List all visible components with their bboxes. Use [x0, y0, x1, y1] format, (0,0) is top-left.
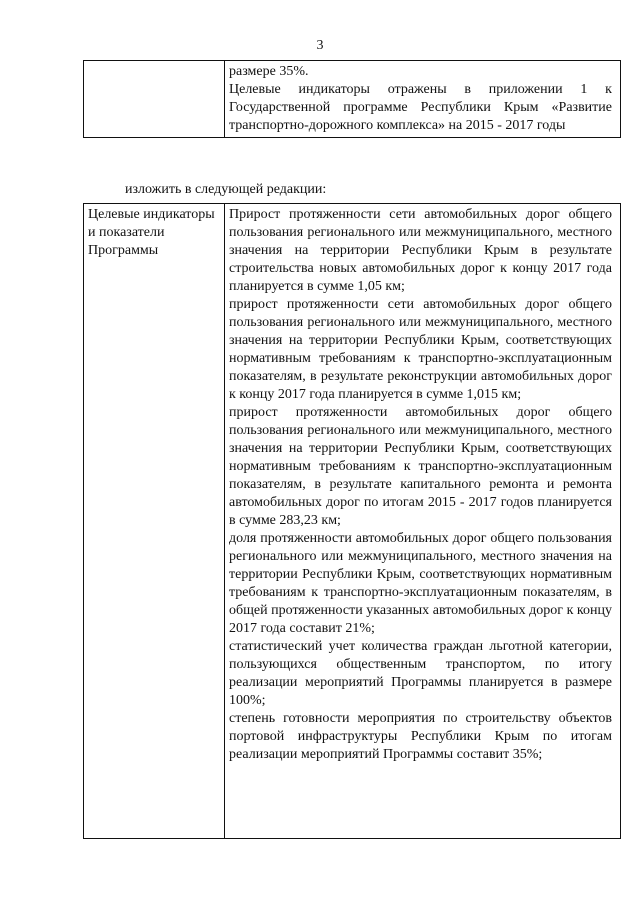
new-wording-table [83, 203, 621, 839]
paragraph: размере 35%. [229, 64, 309, 79]
page-number: 3 [316, 38, 324, 53]
paragraph: прирост протяженности автомобильных дорог общего пользования регионального или межмуниципального, местного значения на территории Республики Крым, соответствующих нормативным требованиям к транспортно-эксплуатационным показателям, в результате капитального ремонта и ремонта автомобильных дорог по итогам 2015 - 2017 годов планируется в сумме 283,23 км; [229, 405, 612, 528]
row-label: Целевые индикаторы и показатели Программы [88, 207, 215, 258]
paragraph: статистический учет количества граждан льготной категории, пользующихся общественным транспортом, по итогу реализации мероприятий Программы планируется в размере 100%; [229, 639, 612, 708]
table-row [84, 204, 621, 839]
paragraph: Целевые индикаторы отражены в приложении 1 к Государственной программе Республики Крым «Развитие транспортно-дорожного комплекса» на 2015 - 2017 годы [229, 82, 612, 133]
paragraph: прирост протяженности сети автомобильных дорог общего пользования регионального или межмуниципального, местного значения на территории Республики Крым, соответствующих нормативным требованиям к транспортно-эксплуатационным показателям, в результате реконструкции автомобильных дорог к концу 2017 года планируется в сумме 1,015 км; [229, 297, 612, 402]
table-cell-left [84, 61, 225, 138]
table-row [84, 61, 621, 138]
table-cell-left [84, 204, 225, 839]
previous-wording-table [83, 60, 621, 138]
instruction-text: изложить в следующей редакции: [125, 182, 327, 197]
paragraph: степень готовности мероприятия по строительству объектов портовой инфраструктуры Республики Крым по итогам реализации мероприятий Программы составит 35%; [229, 711, 612, 762]
paragraph: доля протяженности автомобильных дорог общего пользования регионального или межмуниципального, местного значения на территории Республики Крым, соответствующих нормативным требованиям к транспортно-эксплуатационным показателям, в общей протяженности указанных автомобильных дорог к концу 2017 года составит 21%; [229, 531, 612, 636]
table-cell-right [225, 61, 621, 138]
table-cell-right [225, 204, 621, 839]
paragraph: Прирост протяженности сети автомобильных дорог общего пользования регионального или межмуниципального, местного значения на территории Республики Крым в результате строительства новых автомобильных дорог к концу 2017 года планируется в сумме 1,05 км; [229, 207, 612, 294]
